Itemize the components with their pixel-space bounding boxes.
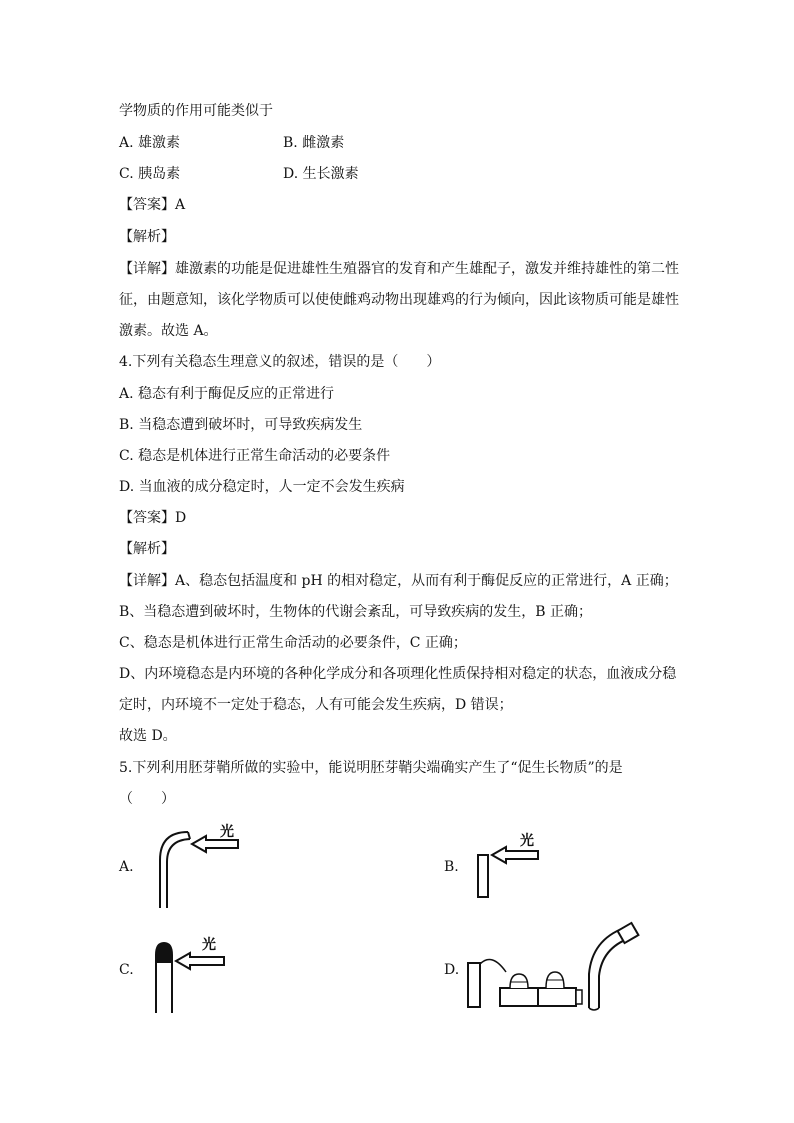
option-a: A. 雄激素 — [119, 135, 181, 151]
figure-a-bent-coleoptile — [150, 820, 250, 910]
option-b: B. 雌激素 — [283, 135, 345, 151]
light-arrow-icon — [176, 953, 224, 969]
coleoptile-tip — [510, 974, 528, 988]
light-arrow-icon — [492, 847, 538, 863]
figure-label-d: D. — [444, 962, 460, 978]
detail-line: C、稳态是机体进行正常生命活动的必要条件，C 正确； — [119, 635, 467, 651]
figure-c-covered-tip-coleoptile — [150, 925, 240, 1015]
question-5-stem: 5.下列利用胚芽鞘所做的实验中，能说明胚芽鞘尖端确实产生了“促生长物质”的是 — [119, 760, 623, 776]
agar-block-on-coleoptile — [618, 923, 639, 943]
option-a: A. 稳态有利于酶促反应的正常进行 — [119, 386, 335, 402]
agar-block — [500, 988, 538, 1006]
option-b: B. 当稳态遭到破坏时，可导致疾病发生 — [119, 417, 363, 433]
detail-line: B、当稳态遭到破坏时，生物体的代谢会紊乱，可导致疾病的发生，B 正确； — [119, 604, 593, 620]
opaque-cap — [156, 943, 172, 963]
option-c: C. 稳态是机体进行正常生命活动的必要条件 — [119, 448, 391, 464]
figure-d-agar-block-experiment — [462, 918, 662, 1018]
detail-line: 定时，内环境不一定处于稳态，人有可能会发生疾病，D 错误； — [119, 697, 513, 713]
question-5-stem-paren: （ ） — [119, 791, 175, 807]
option-c: C. 胰岛素 — [119, 166, 181, 182]
detail-line: 征，由题意知，该化学物质可以使使雌鸡动物出现雄鸡的行为倾向，因此该物质可能是雄性 — [119, 292, 679, 308]
figure-b-decapitated-coleoptile — [470, 825, 560, 905]
analysis-heading: 【解析】 — [119, 229, 175, 245]
agar-block — [538, 988, 576, 1006]
detail-line: D、内环境稳态是内环境的各种化学成分和各项理化性质保持相对稳定的状态，血液成分稳 — [119, 666, 677, 682]
detail-line: 故选 D。 — [119, 728, 177, 744]
light-label: 光 — [520, 833, 534, 849]
answer: 【答案】A — [119, 197, 186, 213]
light-label: 光 — [220, 824, 234, 840]
decapitated-coleoptile — [468, 963, 480, 1007]
option-d: D. 当血液的成分稳定时，人一定不会发生疾病 — [119, 479, 405, 495]
question-stem-tail: 学物质的作用可能类似于 — [119, 103, 273, 119]
figure-label-c: C. — [119, 962, 134, 978]
detail-line: 【详解】雄激素的功能是促进雄性生殖器官的发育和产生雄配子，激发并维持雄性的第二性 — [119, 261, 679, 277]
figure-label-b: B. — [444, 859, 459, 875]
figure-label-a: A. — [119, 859, 134, 875]
answer: 【答案】D — [119, 510, 187, 526]
detail-line: 【详解】A、稳态包括温度和 pH 的相对稳定，从而有利于酶促反应的正常进行，A 正确； — [119, 573, 678, 589]
analysis-heading: 【解析】 — [119, 541, 175, 557]
question-4-stem: 4.下列有关稳态生理意义的叙述，错误的是（ ） — [119, 354, 441, 370]
option-d: D. 生长激素 — [283, 166, 359, 182]
detail-line: 激素。故选 A。 — [119, 323, 218, 339]
light-label: 光 — [202, 937, 216, 953]
